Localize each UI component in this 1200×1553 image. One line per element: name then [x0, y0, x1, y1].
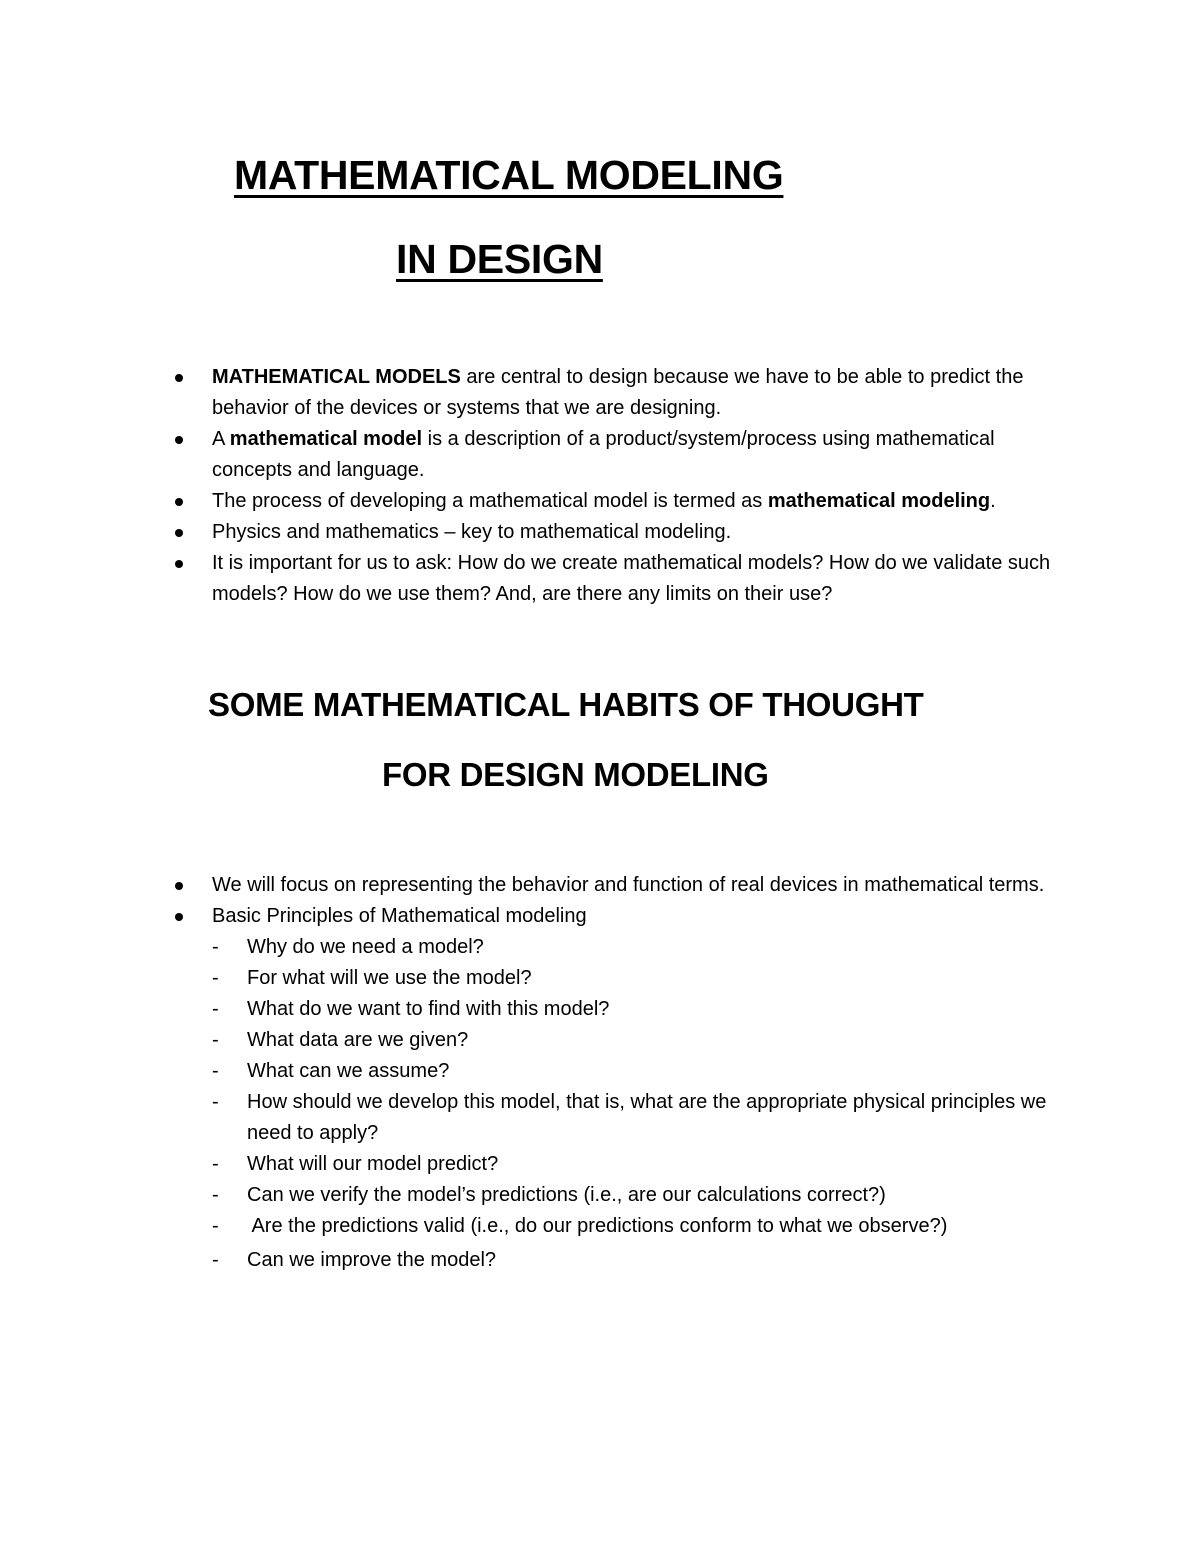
sublist-text: Why do we need a model? — [247, 936, 484, 958]
sublist-item — [212, 1245, 1072, 1276]
sublist-text: Can we verify the model’s predictions (i.e., are our calculations correct?) — [247, 1184, 886, 1206]
bullet-text: is a description of a product/system/process using mathematical concepts and language. — [212, 428, 995, 481]
sublist-text: How should we develop this model, that is, what are the appropriate physical principles we need to apply? — [247, 1091, 1047, 1144]
bullet-text: A — [212, 428, 230, 450]
sublist-item — [212, 1087, 1072, 1149]
section-heading-line-2: FOR DESIGN MODELING — [382, 756, 769, 793]
sublist-text: For what will we use the model? — [247, 967, 532, 989]
section-heading-line-1: SOME MATHEMATICAL HABITS OF THOUGHT — [208, 686, 924, 723]
sublist-text: Are the predictions valid (i.e., do our predictions conform to what we observe?) — [247, 1215, 948, 1237]
sublist-item — [212, 1056, 1072, 1087]
list-item — [172, 548, 1072, 610]
sublist-item — [212, 994, 1072, 1025]
dash-marker: - — [212, 1184, 219, 1206]
list-item — [172, 362, 1072, 424]
bold-term: MATHEMATICAL MODELS — [212, 366, 461, 388]
principles-bullet-list — [172, 870, 1072, 1276]
dash-marker: - — [212, 1060, 219, 1082]
dash-marker: - — [212, 1215, 219, 1237]
bullet-text: . — [990, 490, 996, 512]
bullet-icon — [175, 436, 183, 444]
main-title-line-1: MATHEMATICAL MODELING — [234, 152, 784, 198]
bullet-icon — [175, 498, 183, 506]
dash-marker: - — [212, 1091, 219, 1113]
bold-term: mathematical modeling — [767, 490, 991, 512]
bullet-icon — [175, 560, 183, 568]
sublist-text: What can we assume? — [247, 1060, 450, 1082]
list-item — [172, 486, 1072, 517]
bullet-text: The process of developing a mathematical model is termed as — [212, 490, 768, 512]
bullet-text: It is important for us to ask: How do we create mathematical models? How do we validate such models? How do we use them? And, are there any limits on their use? — [212, 552, 1051, 605]
sublist-text: What data are we given? — [247, 1029, 469, 1051]
list-item — [172, 424, 1072, 486]
dash-marker: - — [212, 1153, 219, 1175]
list-item — [172, 901, 1072, 1276]
bold-term: mathematical model — [229, 428, 423, 450]
main-title-line-2: IN DESIGN — [396, 236, 603, 282]
list-item — [172, 517, 1072, 548]
sublist-text: What will our model predict? — [247, 1153, 499, 1175]
sublist-item — [212, 1211, 1072, 1242]
bullet-text: Physics and mathematics – key to mathematical modeling. — [212, 521, 732, 543]
bullet-text: We will focus on representing the behavior and function of real devices in mathematical terms. — [212, 874, 1045, 896]
bullet-text: Basic Principles of Mathematical modeling — [212, 905, 587, 927]
bullet-text: are central to design because we have to be able to predict the behavior of the devices or systems that we are designing. — [212, 366, 1024, 419]
bullet-icon — [175, 913, 183, 921]
bullet-icon — [175, 374, 183, 382]
sublist-text: Can we improve the model? — [247, 1249, 497, 1271]
bullet-icon — [175, 529, 183, 537]
sublist-item — [212, 963, 1072, 994]
sublist-item — [212, 1180, 1072, 1211]
dash-marker: - — [212, 1249, 219, 1271]
sublist-item — [212, 1025, 1072, 1056]
dash-marker: - — [212, 967, 219, 989]
dash-marker: - — [212, 936, 219, 958]
sublist-item — [212, 1149, 1072, 1180]
dash-marker: - — [212, 998, 219, 1020]
intro-bullet-list — [172, 362, 1072, 610]
bullet-icon — [175, 882, 183, 890]
sublist-item — [212, 932, 1072, 963]
sublist-text: What do we want to find with this model? — [247, 998, 610, 1020]
principles-sublist — [212, 932, 1072, 1276]
list-item — [172, 870, 1072, 901]
dash-marker: - — [212, 1029, 219, 1051]
